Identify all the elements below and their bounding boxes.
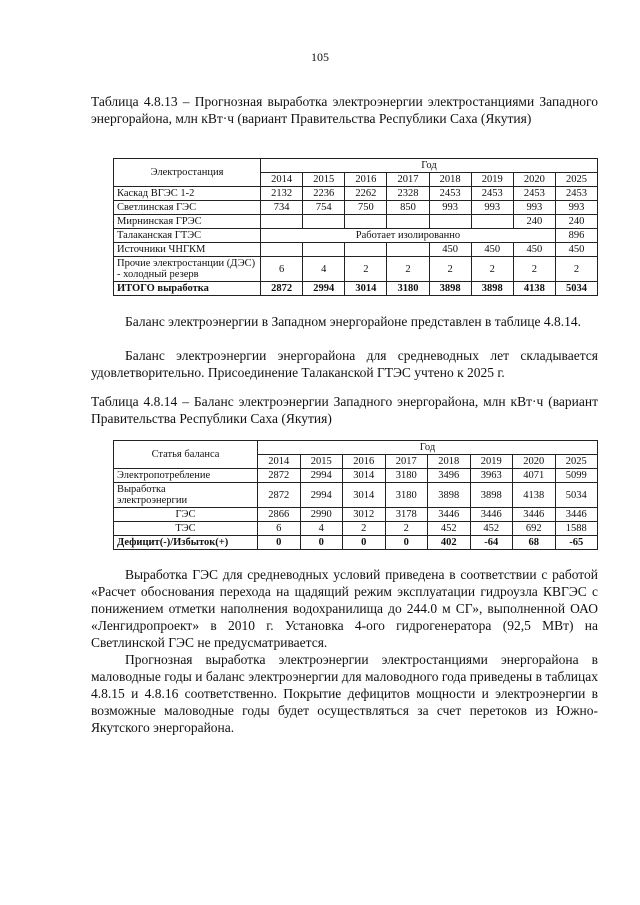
value-cell: 3898: [471, 282, 513, 296]
value-cell: 750: [345, 201, 387, 215]
year-cell: 2018: [429, 173, 471, 187]
value-cell: 754: [303, 201, 345, 215]
value-cell: 3180: [387, 282, 429, 296]
table-row: [114, 201, 598, 215]
table-row: [114, 187, 598, 201]
year-cell: 2025: [555, 455, 598, 469]
value-cell: 2: [345, 257, 387, 282]
year-cell: 2019: [471, 173, 513, 187]
merged-status-cell: Работает изолированно: [261, 229, 556, 243]
value-cell: 3898: [429, 282, 471, 296]
row-label: Талаканская ГТЭС: [114, 229, 261, 243]
year-cell: 2015: [300, 455, 343, 469]
year-cell: 2019: [470, 455, 513, 469]
table2-caption: Таблица 4.8.14 – Баланс электроэнергии Западного энергорайона, млн кВт·ч (вариант Правительства Республики Саха (Якутия): [91, 394, 598, 426]
value-cell: [303, 243, 345, 257]
value-cell: 3180: [385, 483, 428, 508]
value-cell: 68: [513, 536, 556, 550]
table1-header-row: [114, 159, 598, 173]
year-cell: 2020: [513, 455, 556, 469]
value-cell: 3898: [470, 483, 513, 508]
value-cell: 2872: [258, 483, 301, 508]
paragraph-3: Выработка ГЭС для средневодных условий приведена в соответствии с работой «Расчет обоснования перехода на щадящий режим эксплуатации гидроузла КВГЭС с понижением отметки наполнения водохранилища до 244.0 м СГ», выполненной ОАО «Ленгидропроект» в 2010 г. Установка 4-ого гидрогенератора (92,5 МВт) на Светлинской ГЭС не предусматривается.: [91, 567, 598, 650]
value-cell: 3446: [428, 508, 471, 522]
value-cell: 3446: [470, 508, 513, 522]
value-cell: 993: [429, 201, 471, 215]
value-cell: 993: [555, 201, 597, 215]
value-cell: 3014: [343, 469, 386, 483]
value-cell: [387, 243, 429, 257]
value-cell: 2990: [300, 508, 343, 522]
value-cell: [261, 243, 303, 257]
value-cell: [345, 243, 387, 257]
value-cell: 692: [513, 522, 556, 536]
paragraph-2: Баланс электроэнергии энергорайона для средневодных лет складывается удовлетворительно. Присоединение Талаканской ГТЭС учтено к 2025 г.: [91, 348, 598, 380]
value-cell: 6: [261, 257, 303, 282]
row-label: ГЭС: [114, 508, 258, 522]
value-cell: [471, 215, 513, 229]
row-label: Светлинская ГЭС: [114, 201, 261, 215]
value-cell: 2453: [513, 187, 555, 201]
value-cell: 240: [513, 215, 555, 229]
table-row: [114, 508, 598, 522]
value-cell: [261, 215, 303, 229]
value-cell: 2236: [303, 187, 345, 201]
row-label: Дефицит(-)/Избыток(+): [114, 536, 258, 550]
value-cell: -65: [555, 536, 598, 550]
value-cell: 2328: [387, 187, 429, 201]
total-row: [114, 282, 598, 296]
value-cell: 2262: [345, 187, 387, 201]
value-cell: 3446: [555, 508, 598, 522]
year-cell: 2014: [261, 173, 303, 187]
paragraph-4: Прогнозная выработка электроэнергии электростанциями энергорайона в маловодные годы и баланс электроэнергии для маловодного года приведены в таблицах 4.8.15 и 4.8.16 соответственно. Покрытие дефицитов мощности и электроэнергии в возможные маловодные годы будет осуществляться за счет перетоков из Южно-Якутского энергорайона.: [91, 652, 598, 735]
table2-col-year: Год: [258, 441, 598, 455]
value-cell: 0: [385, 536, 428, 550]
value-cell: 850: [387, 201, 429, 215]
table-row: [114, 229, 598, 243]
value-cell: 3178: [385, 508, 428, 522]
row-label: Электропотребление: [114, 469, 258, 483]
value-cell: 3898: [428, 483, 471, 508]
row-label: ИТОГО выработка: [114, 282, 261, 296]
value-cell: 2: [555, 257, 597, 282]
year-cell: 2025: [555, 173, 597, 187]
value-cell: 2: [343, 522, 386, 536]
row-label: Прочие электростанции (ДЭС) - холодный резерв: [114, 257, 261, 282]
row-label: Источники ЧНГКМ: [114, 243, 261, 257]
year-cell: 2015: [303, 173, 345, 187]
table1-col-year: Год: [261, 159, 598, 173]
value-cell: 2872: [258, 469, 301, 483]
value-cell: 4: [303, 257, 345, 282]
value-cell: 993: [513, 201, 555, 215]
value-cell: 2: [385, 522, 428, 536]
value-cell: 2994: [300, 469, 343, 483]
value-cell: 450: [555, 243, 597, 257]
value-cell: 3014: [343, 483, 386, 508]
value-cell: 2: [429, 257, 471, 282]
year-cell: 2017: [385, 455, 428, 469]
value-cell: 1588: [555, 522, 598, 536]
value-cell: 734: [261, 201, 303, 215]
year-cell: 2020: [513, 173, 555, 187]
table1-caption: Таблица 4.8.13 – Прогнозная выработка электроэнергии электростанциями Западного энергорайона, млн кВт·ч (вариант Правительства Республики Саха (Якутия): [91, 94, 598, 126]
value-cell: 4: [300, 522, 343, 536]
table-row: [114, 522, 598, 536]
page-number: 105: [311, 50, 329, 64]
value-cell: 6: [258, 522, 301, 536]
table2-col-item: Статья баланса: [114, 441, 258, 469]
table-row: [114, 243, 598, 257]
value-cell: 2866: [258, 508, 301, 522]
value-cell: 0: [343, 536, 386, 550]
value-cell: 0: [258, 536, 301, 550]
table-row: [114, 215, 598, 229]
table2: [113, 440, 598, 550]
value-cell: 4071: [513, 469, 556, 483]
value-cell: [429, 215, 471, 229]
value-cell: 896: [555, 229, 597, 243]
value-cell: 450: [429, 243, 471, 257]
paragraph-1: Баланс электроэнергии в Западном энергорайоне представлен в таблице 4.8.14.: [125, 314, 582, 329]
value-cell: 450: [471, 243, 513, 257]
value-cell: 5034: [555, 483, 598, 508]
year-cell: 2018: [428, 455, 471, 469]
value-cell: 2872: [261, 282, 303, 296]
value-cell: 4138: [513, 483, 556, 508]
value-cell: 2: [513, 257, 555, 282]
value-cell: 2453: [471, 187, 513, 201]
year-cell: 2014: [258, 455, 301, 469]
value-cell: 3014: [345, 282, 387, 296]
value-cell: [345, 215, 387, 229]
value-cell: 4138: [513, 282, 555, 296]
row-label: Каскад ВГЭС 1-2: [114, 187, 261, 201]
value-cell: 2994: [303, 282, 345, 296]
year-cell: 2017: [387, 173, 429, 187]
value-cell: 2453: [555, 187, 597, 201]
table1: [113, 158, 598, 296]
value-cell: 3496: [428, 469, 471, 483]
value-cell: 402: [428, 536, 471, 550]
value-cell: 3180: [385, 469, 428, 483]
table2-header-row: [114, 441, 598, 455]
value-cell: -64: [470, 536, 513, 550]
table-row: [114, 469, 598, 483]
value-cell: 5034: [555, 282, 597, 296]
value-cell: 2132: [261, 187, 303, 201]
value-cell: 452: [470, 522, 513, 536]
value-cell: [387, 215, 429, 229]
value-cell: 2: [387, 257, 429, 282]
value-cell: 2994: [300, 483, 343, 508]
value-cell: 450: [513, 243, 555, 257]
value-cell: 993: [471, 201, 513, 215]
row-label: Мирнинская ГРЭС: [114, 215, 261, 229]
value-cell: 2: [471, 257, 513, 282]
deficit-row: [114, 536, 598, 550]
table-row: [114, 483, 598, 508]
value-cell: 5099: [555, 469, 598, 483]
value-cell: 2453: [429, 187, 471, 201]
value-cell: 240: [555, 215, 597, 229]
value-cell: [303, 215, 345, 229]
year-cell: 2016: [343, 455, 386, 469]
year-cell: 2016: [345, 173, 387, 187]
row-label: ТЭС: [114, 522, 258, 536]
value-cell: 3446: [513, 508, 556, 522]
value-cell: 452: [428, 522, 471, 536]
value-cell: 3963: [470, 469, 513, 483]
value-cell: 0: [300, 536, 343, 550]
value-cell: 3012: [343, 508, 386, 522]
table-row: [114, 257, 598, 282]
table1-col-station: Электростанция: [114, 159, 261, 187]
row-label: Выработка электроэнергии: [114, 483, 258, 508]
